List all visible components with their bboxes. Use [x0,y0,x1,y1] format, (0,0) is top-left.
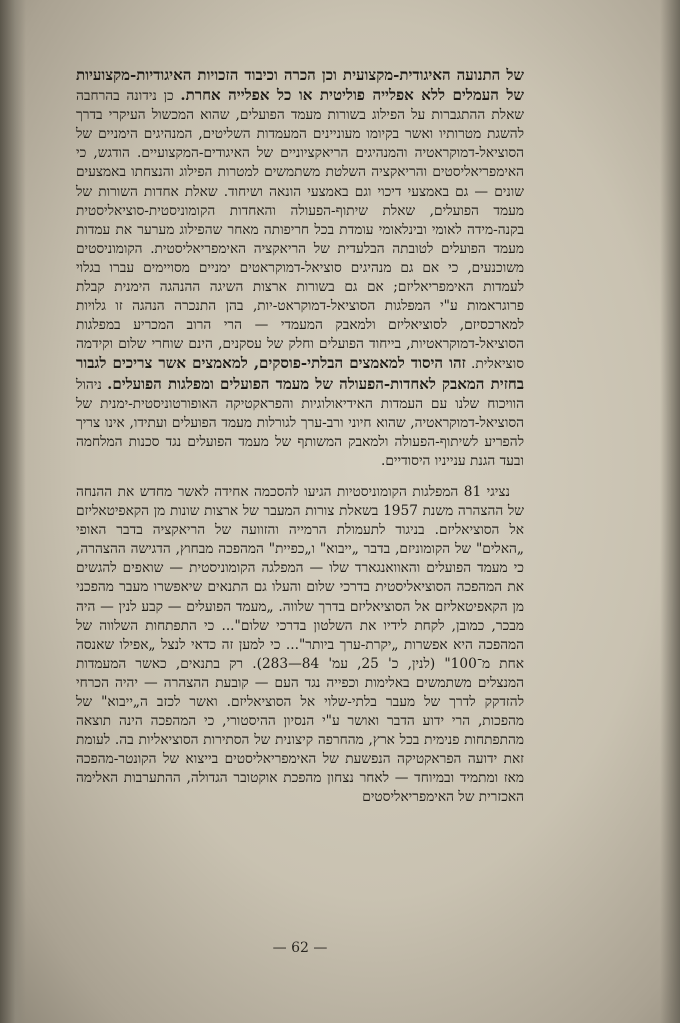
bold-middle: זהו היסוד למאמצים הבלתי-פוסקים, למאמצים אשר צריכים לגבור בחזית המאבק לאחדות-הפעולה של מעמד הפועלים ומפלגות הפועלים. [76,354,524,393]
page-number: — 62 — [272,940,328,956]
paragraph-1-text-b: ניהול הוויכוח שלנו עם העמדות האידיאולוגיות והפראקטיקה האופורטוניסטית-ימנית של הסוציאל-דמוקראטיה, שהוא חיוני ורב-ערך לגורלות מעמד הפועלים ועתידו, אינו צריך להפריע לשיתוף-הפעולה ולמאבק המשותף של מעמד הפועלים נגד סכנות המלחמה ובעד הגנת ענייניו היסודיים. [76,376,524,469]
paragraph-1-text-a: כן נידונה בהרחבה שאלת ההתגברות על הפילוג בשורות מעמד הפועלים, שהוא המכשול העיקרי בדרך להשגת מטרותיו ואשר בקיומו מעוניינים המעמדות השליטים, המנהיגים הימניים של הסוציאל-דמוקראטיה והמנהיגים הריאקציוניים של האיגודים-המקצועיים. הודגש, כי האימפריאליסטים והריאקציה השלטת משתמשים למטרות הפילוג והנצחתו באמצעים שונים — גם באמצעי דיכוי וגם באמצעי הונאה ושיחוד. שאלת אחדות השורות של מעמד הפועלים, שאלת שיתוף-הפעולה והאחדות הקומוניסטית-סוציאליסטית בקנה-מידה לאומי ובינלאומי עומדת בכל חריפותה מאחר שהפילוג מערער את עמדות מעמד הפועלים לטובתה הבלעדית של הריאקציה האימפריאליסטית. הקומוניסטים משוכנעים, כי אם גם מנהיגים סוציאל-דמוקראטים ימניים מסויימים עברו בגלוי לעמדות האימפריאליזם; אם גם בשורות ארצות השיגה ההנהגה הימנית קבלת פרוגראמות ע"י המפלגות הסוציאל-דמוקראט-יות, בהן התנכרה הנהגה זו גלויות למארכסיזם, לסוציאליזם ולמאבק המעמדי — הרי הרוב המכריע במפלגות הסוציאל-דמוקראטיות, בייחוד הפועלים וחלק של עסקנים, הינם שוחרי שלום וקידמה סוציאלית. [76,88,525,373]
paragraph-1 [76,66,524,471]
body-text [76,66,524,808]
bold-opening: של התנועה האיגודית-מקצועית וכן הכרה וכיבוד הזכויות האיגודיות-מקצועיות של העמלים ללא אפלייה פוליטית או כל אפלייה אחרת. [76,66,524,105]
paragraph-2: נציגי 81 המפלגות הקומוניסטיות הגיעו להסכמה אחידה לאשר מחדש את ההנחה של ההצהרה משנת 1957 בשאלת צורות המעבר של ארצות שונות מן הקאפיטאליזם אל הסוציאליזם. בניגוד לתעמולת הרמייה והזוועה של הריאקציה בדבר האופי „האלים" של הקומוניזם, בדבר „ייבוא" ו„כפיית" המהפכה מבחוץ, הדגישה ההצהרה, כי מעמד הפועלים והאוואנגארד שלו — המפלגה הקומוניסטית — שואפים להגשים את המהפכה הסוציאליסטית בדרכי שלום והעלו גם התנאים שיאפשרו מעבר מהפכני מן הקאפיטאליזם אל הסוציאליזם בדרך שלווה. „מעמד הפועלים — קבע לנין — היה מבכר, כמובן, לקחת לידיו את השלטון בדרכי שלום"... כי התפתחות השלווה של המהפכה היא אפשרות „יקרת-ערך ביותר"... כי למען זה כדאי לנצל „אפילו שאנסה אחת מ־100" (לנין, כ' 25, עמ' 84—283). רק בתנאים, כאשר המעמדות המנצלים משתמשים באלימות וכפייה נגד העם — קובעת ההצהרה — יהיה הכרחי להזדקק לדרך של מעבר בלתי-שלוי אל הסוציאליזם. ואשר לכזב ה„ייבוא" של מהפכות, הרי ידוע הדבר ואושר ע"י הנסיון ההיסטורי, כי המהפכה הינה תוצאה מהתפתחות פנימית בכל ארץ, מהחרפה קיצונית של הסתירות הסוציאליות בה. לעומת זאת ידועה הפראקטיקה הנפשעת של האימפריאליסטים בייצוא של הקונטר-מהפכה מאז ומתמיד ובמיוחד — לאחר נצחון מהפכת אוקטובר הגדולה, ההתערבות האלימה האכזרית של האימפריאליסטים [76,483,524,806]
